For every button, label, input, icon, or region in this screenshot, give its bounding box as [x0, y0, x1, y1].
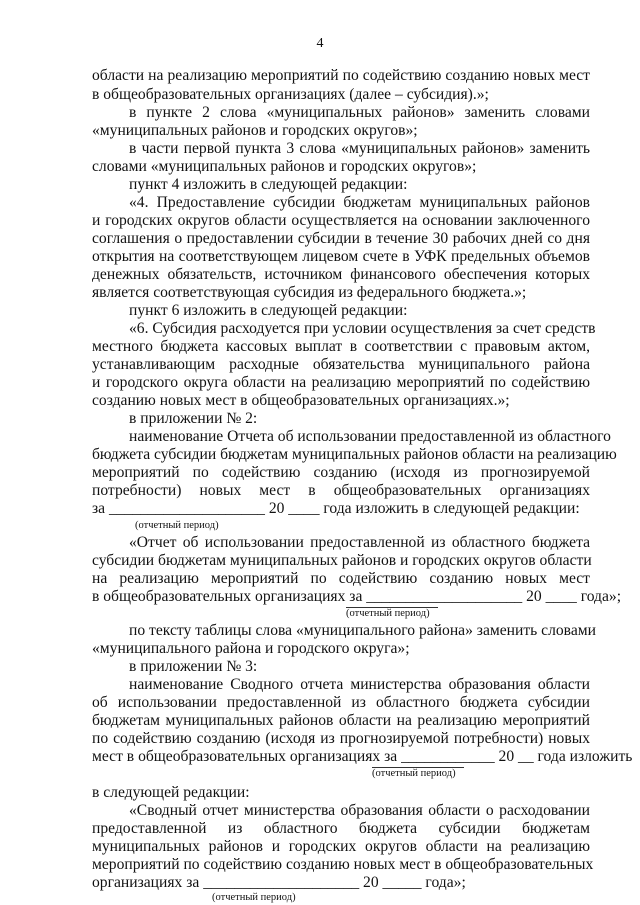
text-line: «6. Субсидия расходуется при условии осуществления за счет средств: [129, 320, 596, 337]
text-line: в пункте 2 слова «муниципальных районов» заменить словами: [129, 104, 590, 121]
text-line: «Отчет об использовании предоставленной из областного бюджета: [129, 534, 590, 551]
text-line: предоставленной из областного бюджета субсидии бюджетам: [92, 820, 590, 837]
text-line: в общеобразовательных организациях за ____________________ 20 ____ года»;: [92, 588, 622, 605]
text-line: местного бюджета кассовых выплат в соответствии с правовым актом,: [92, 338, 590, 355]
text-line: «муниципального района и городского округа»;: [92, 640, 410, 657]
text-line: потребности) новых мест в общеобразовательных организациях: [92, 482, 590, 499]
text-line: муниципальных районов и городских округов области на реализацию: [92, 838, 590, 855]
text-line: «Сводный отчет министерства образования области о расходовании: [129, 802, 590, 819]
text-line: бюджетам муниципальных районов области на реализацию мероприятий: [92, 712, 590, 729]
text-line: области на реализацию мероприятий по содействию созданию новых мест: [92, 67, 590, 84]
period-caption: (отчетный период): [135, 520, 219, 531]
period-caption: (отчетный период): [372, 767, 464, 780]
text-line: и городского округа области на реализацию мероприятий по содействию: [92, 374, 590, 391]
text-line: по тексту таблицы слова «муниципального района» заменить словами: [129, 622, 596, 639]
text-line: мест в общеобразовательных организациях за ____________ 20 __ года изложить: [92, 748, 633, 765]
text-line: открытия на соответствующем лицевом счете в УФК предельных объемов: [92, 248, 590, 265]
text-line: созданию новых мест в общеобразовательных организациях.»;: [92, 392, 510, 409]
text-line: пункт 6 изложить в следующей редакции:: [129, 302, 408, 319]
text-line: «4. Предоставление субсидии бюджетам муниципальных районов: [129, 194, 590, 211]
text-line: за ____________________ 20 ____ года изложить в следующей редакции:: [92, 500, 580, 517]
text-line: пункт 4 изложить в следующей редакции:: [129, 176, 408, 193]
text-line: мероприятий по содействию созданию (исходя из прогнозируемой: [92, 464, 590, 481]
period-caption: (отчетный период): [346, 607, 438, 620]
period-caption: (отчетный период): [212, 892, 296, 903]
text-line: в части первой пункта 3 слова «муниципальных районов» заменить: [129, 140, 590, 157]
text-line: в приложении № 2:: [129, 410, 258, 427]
text-line: на реализацию мероприятий по содействию созданию новых мест: [92, 570, 590, 587]
text-line: организациях за ____________________ 20 _____ года»;: [92, 874, 466, 891]
text-line: в общеобразовательных организациях (далее – субсидия).»;: [92, 86, 489, 103]
text-line: и городских округов области осуществляется на основании заключенного: [92, 212, 590, 229]
text-line: устанавливающим расходные обязательства муниципального района: [92, 356, 590, 373]
text-line: денежных обязательств, источником финансового обеспечения которых: [92, 266, 590, 283]
text-line: мероприятий по содействию созданию новых мест в общеобразовательных: [92, 856, 594, 873]
text-line: по содействию созданию (исходя из прогнозируемой потребности) новых: [92, 730, 590, 747]
text-line: в приложении № 3:: [129, 658, 258, 675]
text-line: в следующей редакции:: [92, 784, 250, 801]
text-line: «муниципальных районов и городских округов»;: [92, 122, 418, 139]
text-line: об использовании предоставленной из областного бюджета субсидии: [92, 694, 590, 711]
text-line: соглашения о предоставлении субсидии в течение 30 рабочих дней со дня: [92, 230, 590, 247]
text-line: наименование Отчета об использовании предоставленной из областного: [129, 428, 611, 445]
text-line: наименование Сводного отчета министерства образования области: [129, 676, 590, 693]
text-line: субсидии бюджетам муниципальных районов и городских округов области: [92, 552, 592, 569]
text-line: бюджета субсидии бюджетам муниципальных районов области на реализацию: [92, 446, 617, 463]
page-number: 4: [316, 36, 324, 51]
text-line: словами «муниципальных районов и городских округов»;: [92, 158, 477, 175]
text-line: является соответствующая субсидия из федерального бюджета.»;: [92, 284, 527, 301]
